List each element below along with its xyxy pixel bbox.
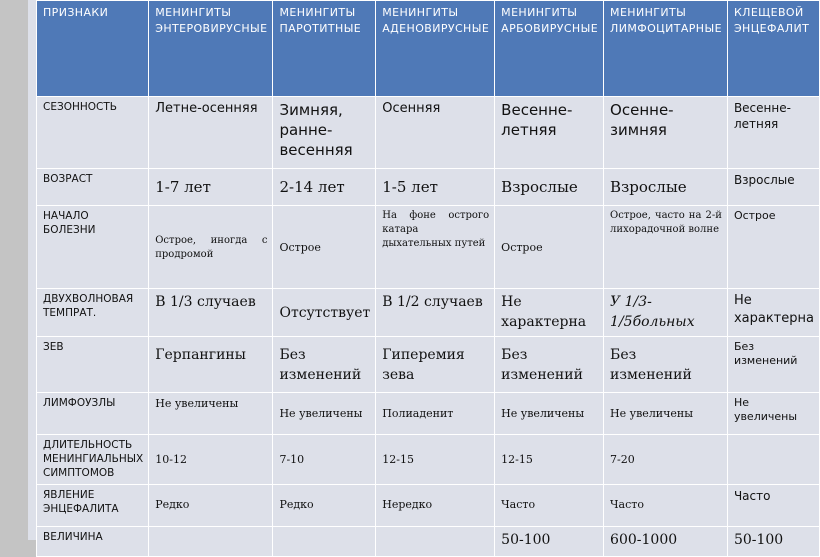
table-cell: Весенне-летняя — [727, 97, 819, 169]
table-cell: Не характерна — [727, 289, 819, 337]
table-cell: 10-12 — [149, 435, 273, 485]
table-cell: Часто — [727, 485, 819, 527]
table-cell: Без изменений — [273, 337, 376, 393]
table-row-seasonality — [37, 97, 820, 169]
table-cell: Без изменений — [495, 337, 604, 393]
table-cell — [149, 527, 273, 557]
table-cell: Острое — [727, 206, 819, 289]
header-cell-mumps: МЕНИНГИТЫ ПАРОТИТНЫЕ — [273, 1, 376, 97]
row-label: ЯВЛЕНИЕ ЭНЦЕФАЛИТА — [37, 485, 149, 527]
table-cell: Взрослые — [604, 169, 728, 206]
table-cell: Осенне-зимняя — [604, 97, 728, 169]
table-cell: Гиперемия зева — [376, 337, 495, 393]
table-cell: 2-14 лет — [273, 169, 376, 206]
table-cell: 12-15 — [376, 435, 495, 485]
table-cell: 50-100 — [727, 527, 819, 557]
row-label: НАЧАЛО БОЛЕЗНИ — [37, 206, 149, 289]
header-cell-arboviral: МЕНИНГИТЫ АРБОВИРУСНЫЕ — [495, 1, 604, 97]
row-label: ВОЗРАСТ — [37, 169, 149, 206]
table-cell: Герпангины — [149, 337, 273, 393]
table-cell: В 1/3 случаев — [149, 289, 273, 337]
table-cell: Нередко — [376, 485, 495, 527]
table-cell: 1-5 лет — [376, 169, 495, 206]
table-row-magnitude — [37, 527, 820, 557]
row-label: ВЕЛИЧИНА — [37, 527, 149, 557]
table-cell: В 1/2 случаев — [376, 289, 495, 337]
table-cell — [376, 527, 495, 557]
table-row-duration — [37, 435, 820, 485]
meningitis-comparison-table — [36, 0, 820, 557]
table-cell: 1-7 лет — [149, 169, 273, 206]
table-cell: Не увеличены — [495, 393, 604, 435]
table-cell: Не увеличены — [273, 393, 376, 435]
header-cell-signs: ПРИЗНАКИ — [37, 1, 149, 97]
table-cell: 7-20 — [604, 435, 728, 485]
table-cell: Не увеличены — [149, 393, 273, 435]
table-cell: Не увеличены — [604, 393, 728, 435]
row-label: ДВУХВОЛНОВАЯ ТЕМПРАТ. — [37, 289, 149, 337]
row-label: ЗЕВ — [37, 337, 149, 393]
slide-frame — [28, 0, 814, 548]
table-cell: Острое — [273, 206, 376, 289]
table-cell: Часто — [495, 485, 604, 527]
table-cell: 50-100 — [495, 527, 604, 557]
table-cell: Без изменений — [604, 337, 728, 393]
table-cell: Зимняя, ранне-весенняя — [273, 97, 376, 169]
table-cell: 12-15 — [495, 435, 604, 485]
table-cell: 7-10 — [273, 435, 376, 485]
row-label: ДЛИТЕЛЬНОСТЬ МЕНИНГИАЛЬНЫХ СИМПТОМОВ — [37, 435, 149, 485]
table-cell: Без изменений — [727, 337, 819, 393]
table-row-pharynx — [37, 337, 820, 393]
table-cell: 600-1000 — [604, 527, 728, 557]
table-cell: Острое — [495, 206, 604, 289]
row-label: ЛИМФОУЗЛЫ — [37, 393, 149, 435]
header-cell-adenoviral: МЕНИНГИТЫ АДЕНОВИРУСНЫЕ — [376, 1, 495, 97]
header-cell-tick-borne: КЛЕЩЕВОЙ ЭНЦЕФАЛИТ — [727, 1, 819, 97]
table-row-biphasic-temp — [37, 289, 820, 337]
table-cell: Полиаденит — [376, 393, 495, 435]
table-cell: Не увеличены — [727, 393, 819, 435]
table-row-onset — [37, 206, 820, 289]
table-cell: У 1/3-1/5больных — [604, 289, 728, 337]
header-cell-enteroviral: МЕНИНГИТЫ ЭНТЕРОВИРУСНЫЕ — [149, 1, 273, 97]
table-cell: Острое, часто на 2-й лихорадочной волне — [604, 206, 728, 289]
table-cell: Часто — [604, 485, 728, 527]
table-row-encephalitis — [37, 485, 820, 527]
table-row-lymph-nodes — [37, 393, 820, 435]
table-cell — [727, 435, 819, 485]
table-cell: Не характерна — [495, 289, 604, 337]
table-cell — [273, 527, 376, 557]
table-row-age — [37, 169, 820, 206]
table-cell: Взрослые — [495, 169, 604, 206]
table-cell: Редко — [273, 485, 376, 527]
table-cell: Летне-осенняя — [149, 97, 273, 169]
table-cell: Весенне-летняя — [495, 97, 604, 169]
table-cell: Редко — [149, 485, 273, 527]
table-cell: Взрослые — [727, 169, 819, 206]
table-cell: На фоне острого катара дыхательных путей — [376, 206, 495, 289]
table-cell: Отсутствует — [273, 289, 376, 337]
row-label: СЕЗОННОСТЬ — [37, 97, 149, 169]
table-cell: Острое, иногда с продромой — [149, 206, 273, 289]
header-cell-lymphocytic: МЕНИНГИТЫ ЛИМФОЦИТАРНЫЕ — [604, 1, 728, 97]
table-header-row — [37, 1, 820, 97]
table-cell: Осенняя — [376, 97, 495, 169]
